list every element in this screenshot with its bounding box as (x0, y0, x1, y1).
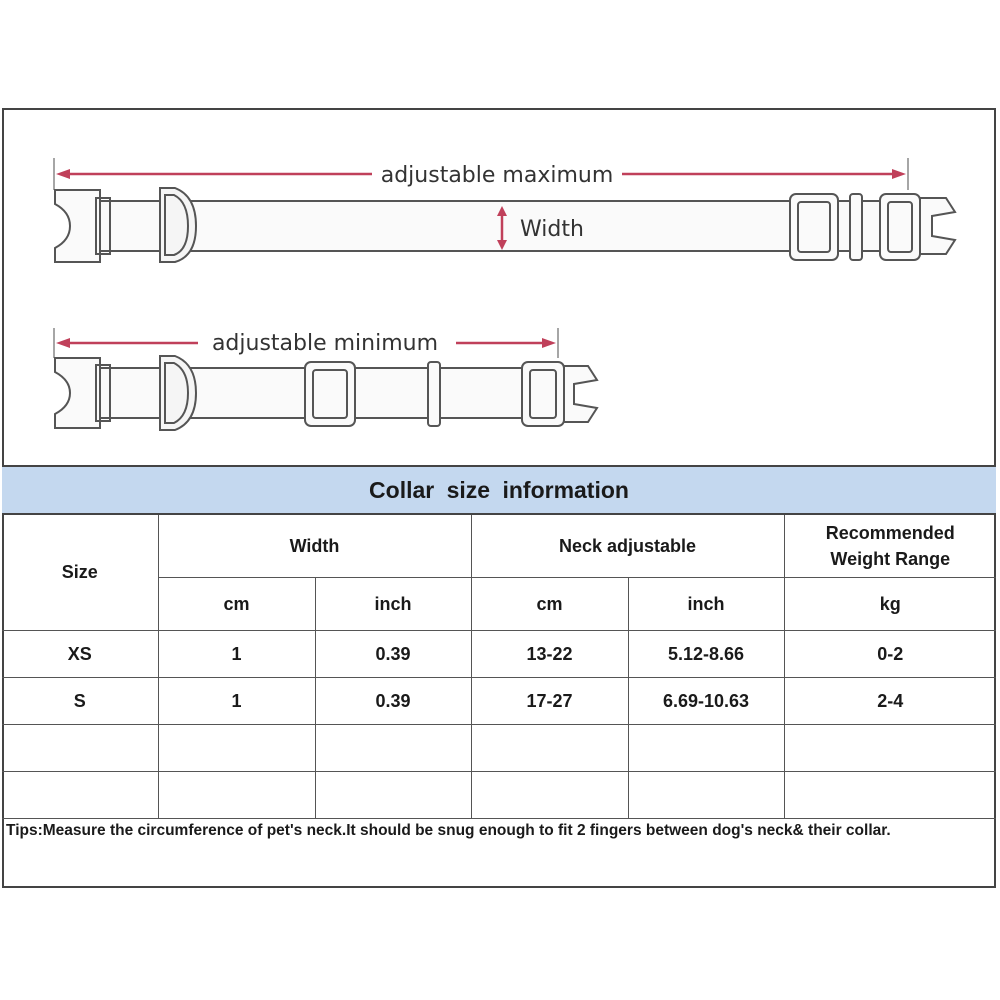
cell-weight-kg: 2-4 (784, 678, 996, 725)
collar-diagram (0, 0, 1000, 465)
unit-cell: inch (628, 578, 784, 631)
tips-text: Tips:Measure the circumference of pet's neck.It should be snug enough to fit 2 fingers between dog's neck& their collar. (6, 822, 891, 839)
cell-width-cm: 1 (158, 631, 315, 678)
table-title: Collar size information (2, 465, 996, 515)
unit-cell: cm (471, 578, 628, 631)
min-collar (55, 356, 597, 430)
male-buckle-icon (522, 362, 564, 426)
unit-cell: inch (315, 578, 471, 631)
keeper-loop-icon (428, 362, 440, 426)
cell-neck-inch: 5.12-8.66 (628, 631, 784, 678)
header-width: Width (158, 515, 471, 578)
unit-cell: cm (158, 578, 315, 631)
table-header-row (2, 515, 996, 578)
header-weight: Recommended Weight Range (784, 515, 996, 578)
size-table (2, 515, 996, 819)
cell-neck-cm: 17-27 (471, 678, 628, 725)
unit-cell: kg (784, 578, 996, 631)
cell-width-cm: 1 (158, 678, 315, 725)
table-row-empty (2, 725, 996, 772)
max-label: adjustable maximum (380, 163, 614, 188)
table-row (2, 678, 996, 725)
cell-size: S (2, 678, 158, 725)
female-buckle-icon (55, 358, 100, 428)
cell-neck-cm: 13-22 (471, 631, 628, 678)
female-buckle-icon (55, 190, 100, 262)
min-label: adjustable minimum (211, 331, 439, 356)
male-buckle-icon (880, 194, 920, 260)
cell-size: XS (2, 631, 158, 678)
cell-weight-kg: 0-2 (784, 631, 996, 678)
table-row (2, 631, 996, 678)
cell-neck-inch: 6.69-10.63 (628, 678, 784, 725)
header-size: Size (2, 515, 158, 631)
table-row-empty (2, 772, 996, 819)
header-neck: Neck adjustable (471, 515, 784, 578)
cell-width-inch: 0.39 (315, 631, 471, 678)
width-label: Width (520, 217, 584, 242)
max-collar (55, 188, 955, 262)
cell-width-inch: 0.39 (315, 678, 471, 725)
keeper-loop-icon (850, 194, 862, 260)
